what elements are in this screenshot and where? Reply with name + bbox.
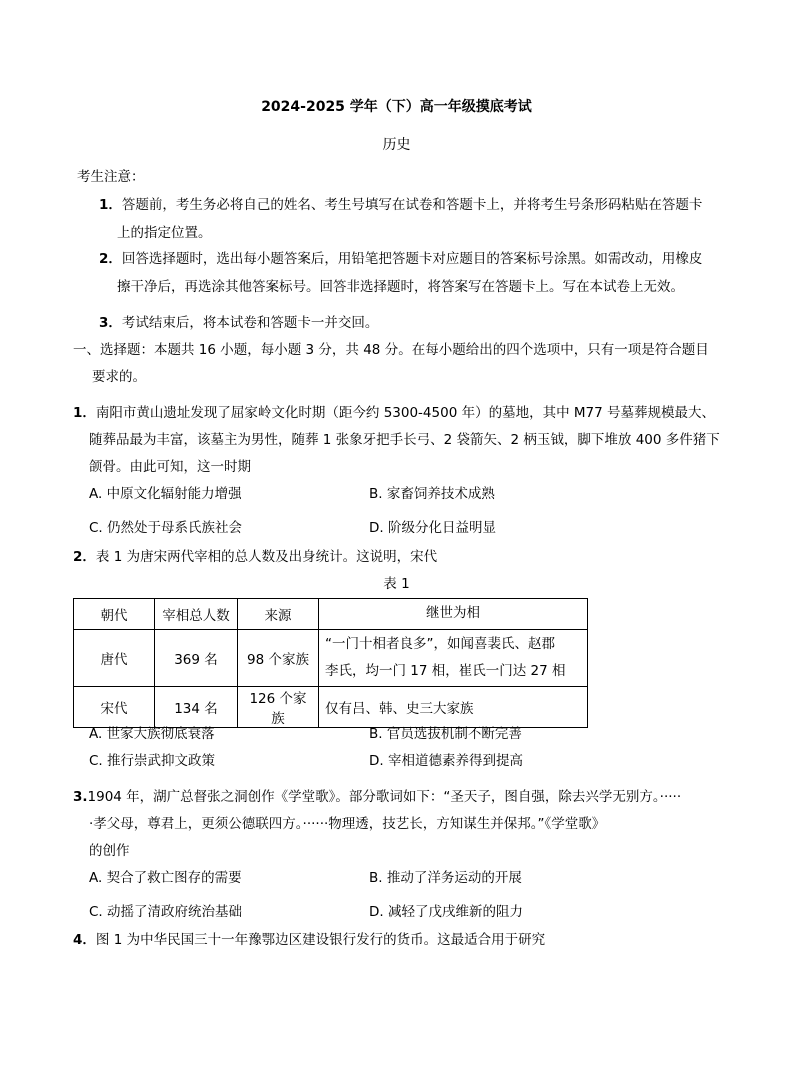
- notice-item-1-cont: 上的指定位置。: [117, 225, 212, 241]
- table-cell-inherit: 仅有吕、韩、史三大家族: [319, 687, 588, 728]
- q3-option-d[interactable]: D. 减轻了戊戌维新的阻力: [369, 904, 523, 920]
- q2-stem: 2．表 1 为唐宋两代宰相的总人数及出身统计。这说明，宋代: [73, 549, 438, 565]
- q1-option-c[interactable]: C. 仍然处于母系氏族社会: [89, 520, 243, 536]
- q1-option-a[interactable]: A. 中原文化辐射能力增强: [89, 486, 242, 502]
- section-heading-cont: 要求的。: [92, 369, 146, 385]
- table-header-row: [74, 599, 588, 630]
- notice-item-2: 2．回答选择题时，选出每小题答案后，用铅笔把答题卡对应题目的答案标号涂黑。如需改动，用橡皮: [99, 251, 703, 267]
- exam-title: 2024-2025 学年（下）高一年级摸底考试: [261, 99, 532, 115]
- table-cell-source: 126 个家族: [238, 687, 319, 728]
- table-header-total: 宰相总人数: [155, 599, 238, 630]
- table-cell-total: 369 名: [155, 630, 238, 687]
- q2-option-b[interactable]: B. 官员选拔机制不断完善: [369, 726, 522, 742]
- notice-item-1: 1．答题前，考生务必将自己的姓名、考生号填写在试卷和答题卡上，并将考生号条形码粘贴在答题卡: [99, 197, 703, 213]
- q1-option-d[interactable]: D. 阶级分化日益明显: [369, 520, 496, 536]
- subject-title: 历史: [382, 137, 411, 153]
- q1-stem: 1．南阳市黄山遗址发现了屈家岭文化时期（距今约 5300-4500 年）的墓地，其中 M77 号墓葬规模最大、: [73, 405, 715, 421]
- table-cell-dynasty: 宋代: [74, 687, 155, 728]
- notice-heading: 考生注意：: [77, 169, 145, 185]
- table-cell-total: 134 名: [155, 687, 238, 728]
- q2-option-a[interactable]: A. 世家大族彻底衰落: [89, 726, 215, 742]
- q3-option-c[interactable]: C. 动摇了清政府统治基础: [89, 904, 243, 920]
- q2-table: [73, 598, 588, 728]
- q4-stem: 4．图 1 为中华民国三十一年豫鄂边区建设银行发行的货币。这最适合用于研究: [73, 932, 546, 948]
- q3-stem: 3.1904 年，湖广总督张之洞创作《学堂歌》。部分歌词如下：“圣天子，图自强，除去兴学无别方。·····: [73, 789, 682, 805]
- notice-item-3: 3．考试结束后，将本试卷和答题卡一并交回。: [99, 315, 379, 331]
- table-row: [74, 630, 588, 687]
- table-caption: 表 1: [383, 576, 410, 592]
- table-header-inherit: 继世为相: [319, 599, 588, 630]
- q3-stem-line2: ·孝父母，尊君上，更须公德联四方。······物理透，技艺长，方知谋生并保邦。”《学堂歌》: [89, 816, 606, 832]
- q1-option-b[interactable]: B. 家畜饲养技术成熟: [369, 486, 495, 502]
- q3-stem-line3: 的创作: [89, 843, 130, 859]
- table-cell-inherit: “一门十相者良多”，如闻喜裴氏、赵郡 李氏，均一门 17 相，崔氏一门达 27 相: [319, 630, 588, 687]
- table-cell-dynasty: 唐代: [74, 630, 155, 687]
- q1-stem-line3: 颌骨。由此可知，这一时期: [89, 459, 251, 475]
- q2-option-d[interactable]: D. 宰相道德素养得到提高: [369, 753, 523, 769]
- q1-stem-line2: 随葬品最为丰富，该墓主为男性，随葬 1 张象牙把手长弓、2 袋箭矢、2 柄玉钺，脚下堆放 400 多件猪下: [89, 432, 720, 448]
- table-header-source: 来源: [238, 599, 319, 630]
- section-heading: 一、选择题：本题共 16 小题，每小题 3 分，共 48 分。在每小题给出的四个选项中，只有一项是符合题目: [73, 342, 709, 358]
- q3-option-b[interactable]: B. 推动了洋务运动的开展: [369, 870, 522, 886]
- table-cell-source: 98 个家族: [238, 630, 319, 687]
- q2-option-c[interactable]: C. 推行崇武抑文政策: [89, 753, 216, 769]
- notice-item-2-cont: 擦干净后，再选涂其他答案标号。回答非选择题时，将答案写在答题卡上。写在本试卷上无效。: [117, 279, 684, 295]
- table-header-dynasty: 朝代: [74, 599, 155, 630]
- q3-option-a[interactable]: A. 契合了救亡图存的需要: [89, 870, 242, 886]
